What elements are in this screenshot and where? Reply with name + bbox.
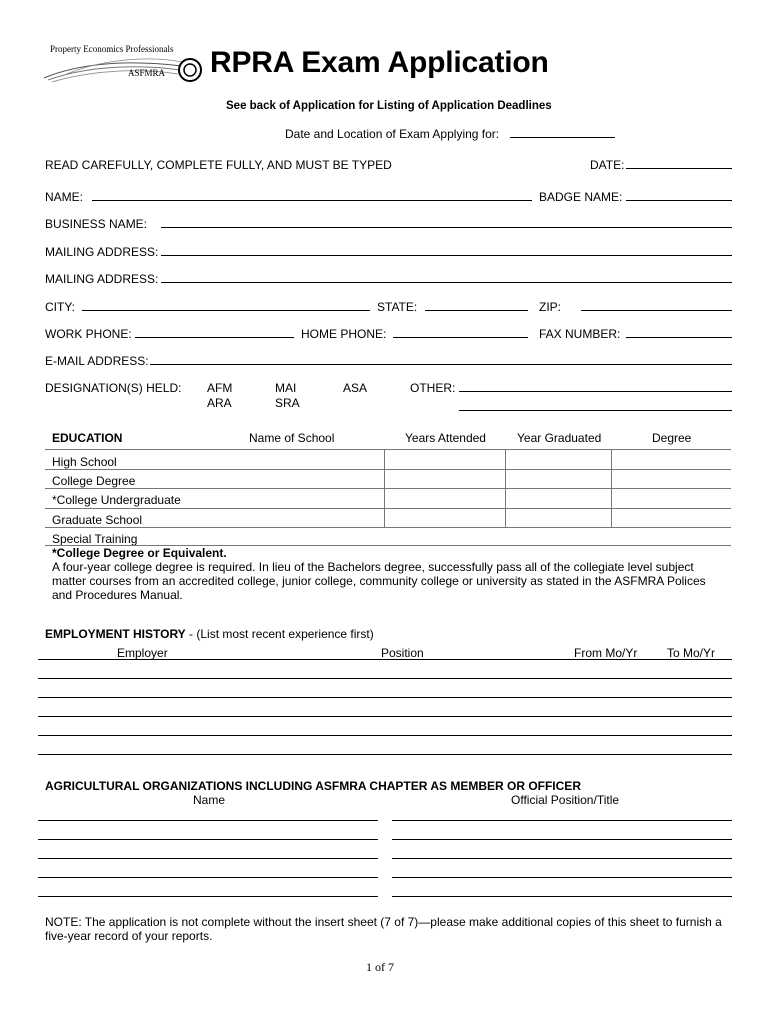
organization-position-1[interactable] — [392, 806, 732, 821]
zip-label: ZIP: — [539, 300, 562, 314]
education-row-undergraduate: *College Undergraduate — [52, 493, 181, 507]
employment-col-to: To Mo/Yr — [667, 646, 716, 660]
organization-name-3[interactable] — [38, 844, 378, 859]
education-table-top — [45, 449, 731, 450]
employment-row-4[interactable] — [38, 721, 732, 736]
city-label: CITY: — [45, 300, 76, 314]
employment-row-2[interactable] — [38, 683, 732, 698]
employment-subtitle: - (List most recent experience first) — [189, 627, 374, 641]
organization-name-2[interactable] — [38, 825, 378, 840]
mailing-address-field-1[interactable] — [161, 241, 732, 256]
education-col-years: Years Attended — [405, 431, 486, 445]
work-phone-label: WORK PHONE: — [45, 327, 132, 341]
designation-sra: SRA — [275, 396, 300, 410]
badge-name-field[interactable] — [626, 186, 732, 201]
mailing-address-field-2[interactable] — [161, 268, 732, 283]
fax-field[interactable] — [626, 323, 732, 338]
organization-position-3[interactable] — [392, 844, 732, 859]
designation-asa: ASA — [343, 381, 368, 395]
state-label: STATE: — [377, 300, 418, 314]
city-field[interactable] — [82, 296, 370, 311]
mailing-address-label-2: MAILING ADDRESS: — [45, 272, 159, 286]
education-row-line — [45, 469, 731, 470]
business-name-label: BUSINESS NAME: — [45, 217, 148, 231]
organization-position-5[interactable] — [392, 882, 732, 897]
work-phone-field[interactable] — [135, 323, 294, 338]
employment-row-5[interactable] — [38, 740, 732, 755]
logo-org: ASFMRA — [128, 68, 166, 78]
date-label: DATE: — [590, 158, 625, 172]
education-row-graduate-school: Graduate School — [52, 513, 143, 527]
organization-name-1[interactable] — [38, 806, 378, 821]
designation-ara: ARA — [207, 396, 232, 410]
date-field[interactable] — [626, 154, 732, 169]
employment-row-1[interactable] — [38, 664, 732, 679]
designation-mai: MAI — [275, 381, 297, 395]
state-field[interactable] — [425, 296, 528, 311]
employment-title: EMPLOYMENT HISTORY — [45, 627, 186, 641]
organizations-col-position: Official Position/Title — [511, 793, 620, 807]
education-col-graduated: Year Graduated — [517, 431, 602, 445]
organizations-col-name: Name — [193, 793, 226, 807]
employment-header-line — [38, 659, 732, 660]
education-row-line — [45, 508, 731, 509]
employment-col-employer: Employer — [117, 646, 168, 660]
other-label: OTHER: — [410, 381, 456, 395]
business-name-field[interactable] — [161, 213, 732, 228]
email-field[interactable] — [150, 350, 732, 365]
fax-label: FAX NUMBER: — [539, 327, 621, 341]
badge-name-label: BADGE NAME: — [539, 190, 623, 204]
education-row-college-degree: College Degree — [52, 474, 136, 488]
mailing-address-label-1: MAILING ADDRESS: — [45, 245, 159, 259]
home-phone-label: HOME PHONE: — [301, 327, 387, 341]
organization-position-2[interactable] — [392, 825, 732, 840]
education-note-title: *College Degree or Equivalent. — [52, 546, 227, 560]
education-row-special-training: Special Training — [52, 532, 138, 546]
page-number: 1 of 7 — [366, 960, 394, 974]
other-field-2[interactable] — [459, 396, 732, 411]
education-row-high-school: High School — [52, 455, 117, 469]
exam-date-label: Date and Location of Exam Applying for: — [285, 127, 500, 141]
education-note-text: A four-year college degree is required. In lieu of the Bachelors degree, successfully pass all of the collegiate level subject matter courses from an accredited college, junior college, community college or university as stated in the ASFMRA Polices and Procedures Manual. — [52, 560, 706, 602]
employment-heading — [45, 627, 374, 641]
education-col-school: Name of School — [249, 431, 335, 445]
asfmra-logo — [42, 44, 202, 88]
exam-date-field[interactable] — [510, 123, 615, 138]
other-field-1[interactable] — [459, 377, 732, 392]
instructions: READ CAREFULLY, COMPLETE FULLY, AND MUST BE TYPED — [45, 158, 392, 172]
logo-swoosh-icon — [42, 54, 202, 84]
organizations-title: AGRICULTURAL ORGANIZATIONS INCLUDING ASFMRA CHAPTER AS MEMBER OR OFFICER — [45, 779, 581, 793]
deadlines-note: See back of Application for Listing of Application Deadlines — [226, 100, 552, 112]
employment-col-position: Position — [381, 646, 424, 660]
name-field[interactable] — [92, 186, 532, 201]
designations-label: DESIGNATION(S) HELD: — [45, 381, 182, 395]
education-row-line — [45, 527, 731, 528]
page-title: RPRA Exam Application — [210, 46, 549, 79]
email-label: E-MAIL ADDRESS: — [45, 354, 149, 368]
education-col-degree: Degree — [652, 431, 692, 445]
organization-position-4[interactable] — [392, 863, 732, 878]
organization-name-5[interactable] — [38, 882, 378, 897]
zip-field[interactable] — [581, 296, 732, 311]
education-title: EDUCATION — [52, 431, 123, 445]
employment-col-from: From Mo/Yr — [574, 646, 638, 660]
logo-tagline: Property Economics Professionals — [50, 44, 174, 54]
home-phone-field[interactable] — [393, 323, 528, 338]
employment-row-3[interactable] — [38, 702, 732, 717]
organization-name-4[interactable] — [38, 863, 378, 878]
education-row-line — [45, 488, 731, 489]
designation-afm: AFM — [207, 381, 233, 395]
footer-note: NOTE: The application is not complete without the insert sheet (7 of 7)—please make additional copies of this sheet to furnish a five-year record of your reports. — [45, 915, 722, 943]
name-label: NAME: — [45, 190, 84, 204]
